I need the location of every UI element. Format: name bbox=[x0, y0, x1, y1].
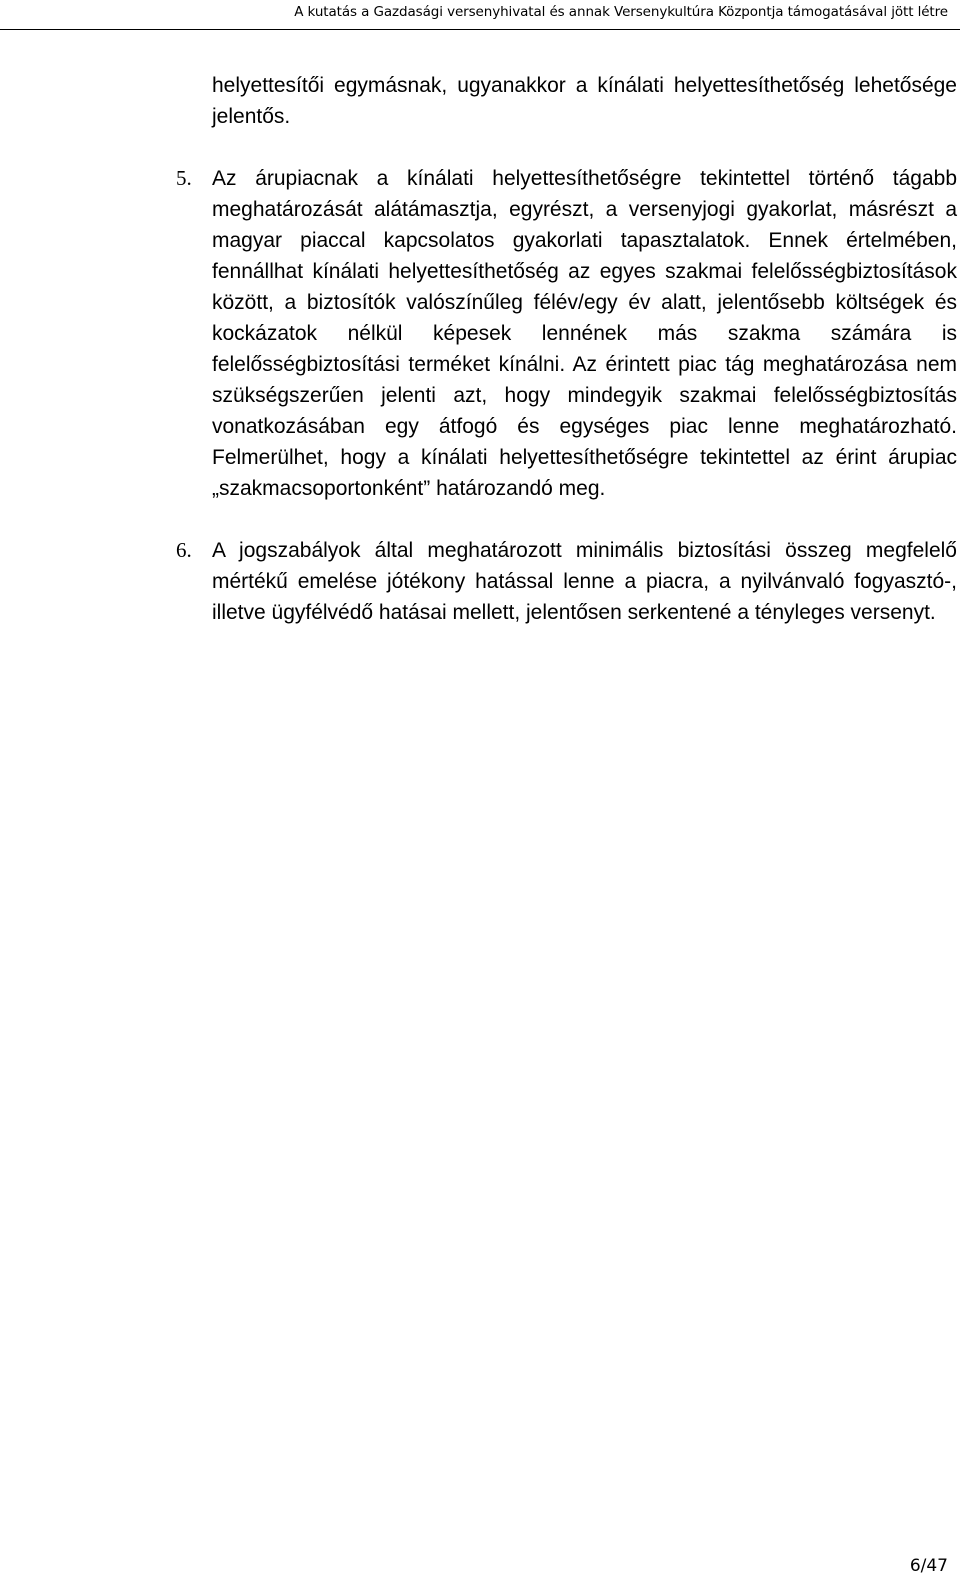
running-header: A kutatás a Gazdasági versenyhivatal és annak Versenykultúra Központja támogatásával jött létre bbox=[294, 4, 948, 20]
item-text: Az árupiacnak a kínálati helyettesíthetőségre tekintettel történő tágabb meghatározását alátámasztja, egyrészt, a versenyjogi gyakorlat, másrészt a magyar piaccal kapcsolatos gyakorlati tapasztalatok. Ennek értelmében, fennállhat kínálati helyettesíthetőség az egyes szakmai felelősségbiztosítások között, a biztosítók valószínűleg félév/egy év alatt, jelentősebb költségek és kockázatok nélkül képesek lennének más szakma számára is felelősségbiztosítási terméket kínálni. Az érintett piac tág meghatározása nem szükségszerűen jelenti azt, hogy mindegyik szakmai felelősségbiztosítás vonatkozásában egy átfogó és egységes piac lenne meghatározható. Felmerülhet, hogy a kínálati helyettesíthetőségre tekintettel az érint árupiac „szakmacsoportonként” határozandó meg. bbox=[212, 167, 957, 500]
item-number: 6. bbox=[176, 538, 192, 562]
numbered-item-5 bbox=[176, 163, 957, 504]
header-rule bbox=[0, 29, 960, 30]
page-number: 6/47 bbox=[909, 1556, 948, 1576]
continued-paragraph: helyettesítői egymásnak, ugyanakkor a kínálati helyettesíthetőség lehetősége jelentős. bbox=[212, 74, 957, 128]
item-text: A jogszabályok által meghatározott minimális biztosítási összeg megfelelő mértékű emelése jótékony hatással lenne a piacra, a nyilvánvaló fogyasztó-, illetve ügyfélvédő hatásai mellett, jelentősen serkentené a tényleges versenyt. bbox=[212, 539, 957, 624]
item-number: 5. bbox=[176, 166, 192, 190]
document-body bbox=[176, 70, 957, 659]
numbered-item-6 bbox=[176, 535, 957, 628]
